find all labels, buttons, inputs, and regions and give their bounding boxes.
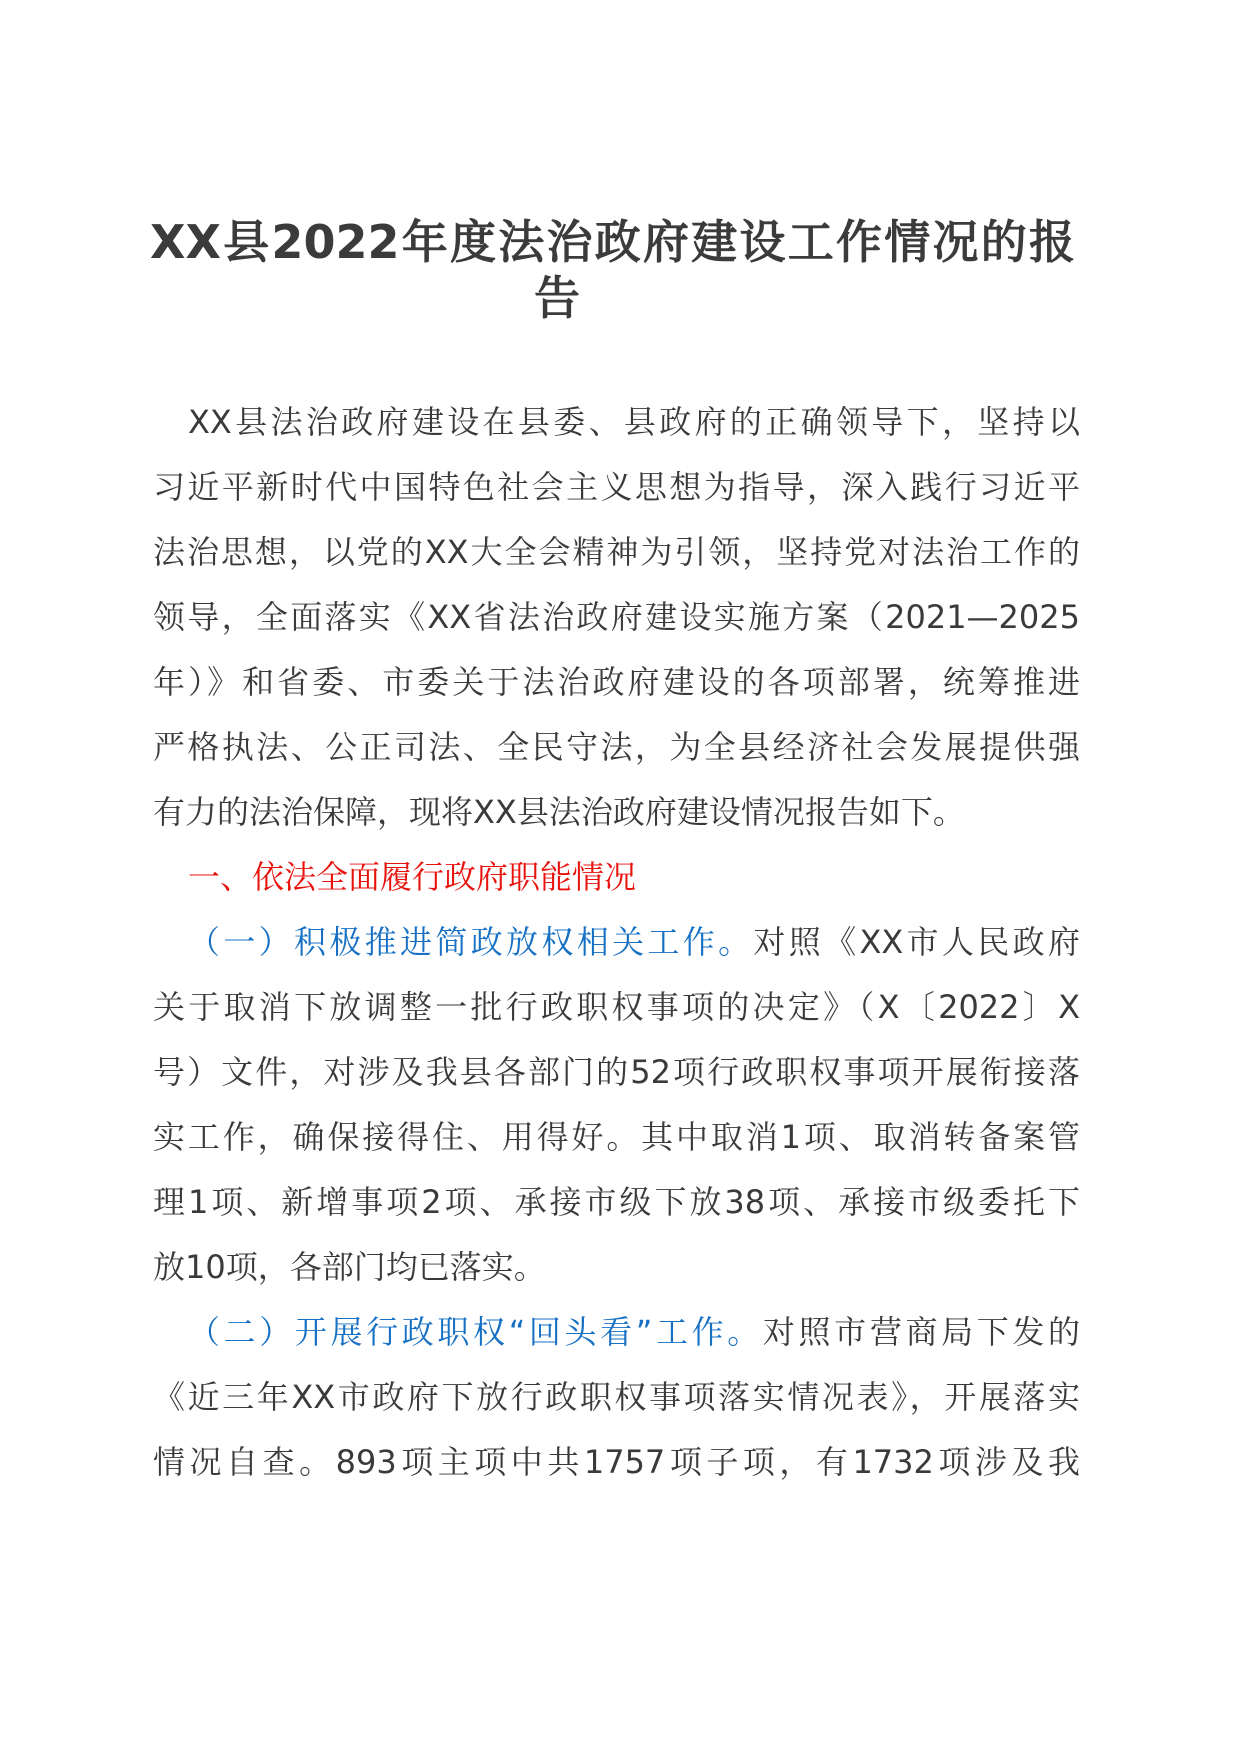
intro-line: 领导，全面落实《XX省法治政府建设实施方案（2021—2025 <box>153 598 1080 636</box>
item-line: 放10项，各部门均已落实。 <box>153 1248 546 1286</box>
item-first-line <box>153 910 1080 975</box>
intro-line: 法治思想，以党的XX大全会精神为引领，坚持党对法治工作的 <box>153 533 1080 571</box>
item-text: 对照《XX市人民政府 <box>753 923 1080 961</box>
item-label: （二）开展行政职权“回头看”工作。 <box>188 1313 763 1351</box>
intro-line: 习近平新时代中国特色社会主义思想为指导，深入践行习近平 <box>153 468 1080 506</box>
item-first-line <box>153 1300 1080 1365</box>
document-title-line-1: XX县2022年度法治政府建设工作情况的报 <box>150 215 1075 269</box>
item-line: 情况自查。893项主项中共1757项子项，有1732项涉及我 <box>153 1443 1080 1481</box>
intro-line: 有力的法治保障，现将XX县法治政府建设情况报告如下。 <box>153 793 965 831</box>
intro-line: XX县法治政府建设在县委、县政府的正确领导下，坚持以 <box>188 403 1080 441</box>
item-text: 对照市营商局下发的 <box>762 1313 1080 1351</box>
intro-line: 严格执法、公正司法、全民守法，为全县经济社会发展提供强 <box>153 728 1080 766</box>
document-body <box>153 390 1080 1495</box>
item-line: 《近三年XX市政府下放行政职权事项落实情况表》，开展落实 <box>153 1378 1080 1416</box>
intro-line: 年）》和省委、市委关于法治政府建设的各项部署，统筹推进 <box>153 663 1080 701</box>
item-line: 理1项、新增事项2项、承接市级下放38项、承接市级委托下 <box>153 1183 1080 1221</box>
document-title-line-2: 告 <box>534 271 580 325</box>
item-line: 关于取消下放调整一批行政职权事项的决定》（X〔2022〕X <box>153 988 1080 1026</box>
item-line: 号）文件，对涉及我县各部门的52项行政职权事项开展衔接落 <box>153 1053 1080 1091</box>
item-line: 实工作，确保接得住、用得好。其中取消1项、取消转备案管 <box>153 1118 1080 1156</box>
item-label: （一）积极推进简政放权相关工作。 <box>188 923 754 961</box>
section-heading: 一、依法全面履行政府职能情况 <box>188 858 637 896</box>
